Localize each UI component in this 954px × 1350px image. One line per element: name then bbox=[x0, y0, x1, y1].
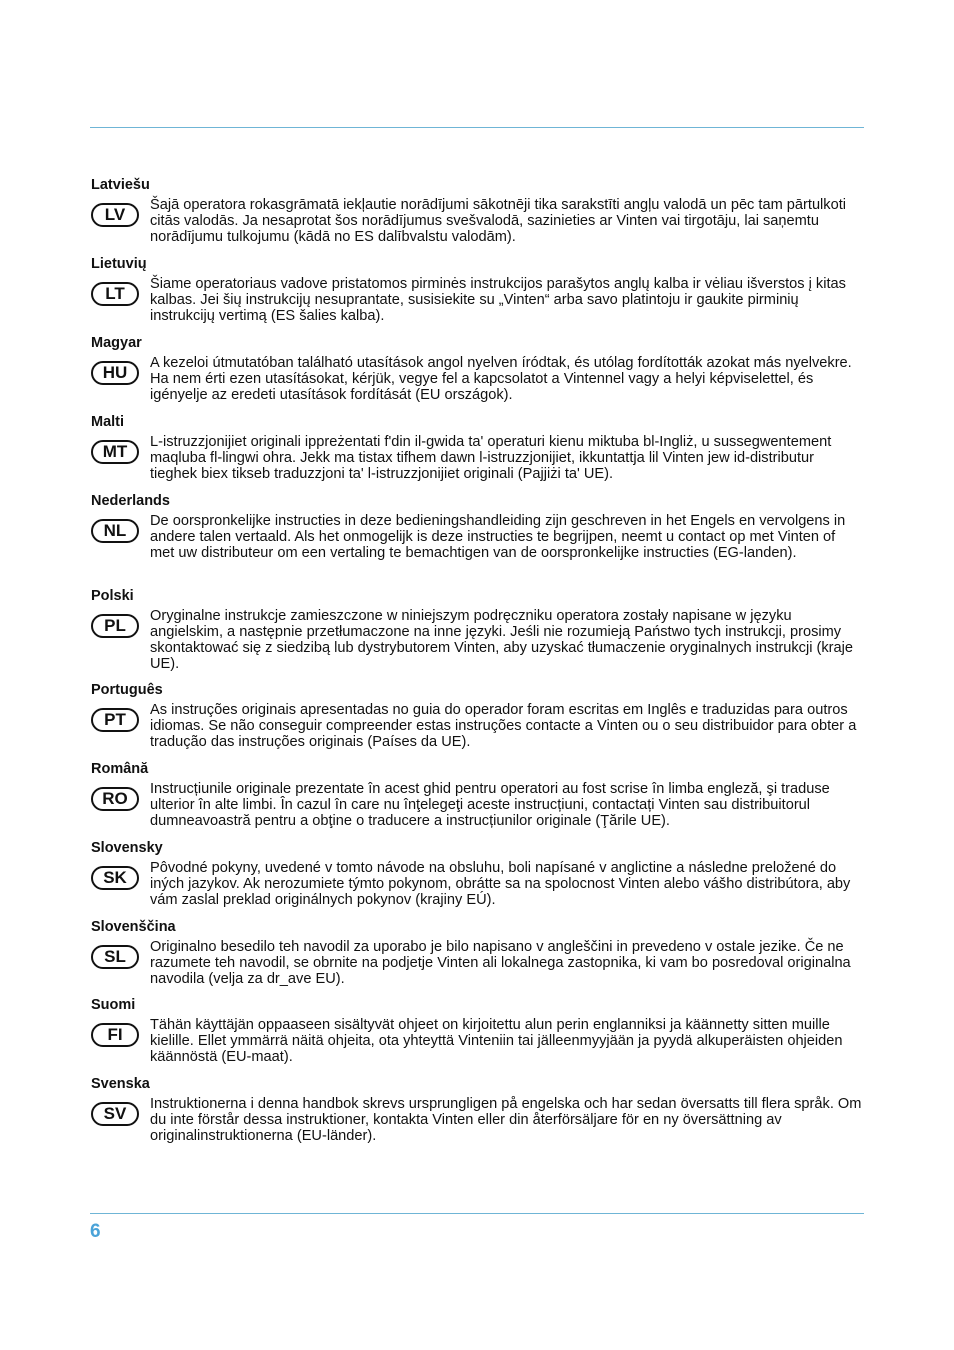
language-code-badge: MT bbox=[91, 440, 139, 464]
section-heading: Română bbox=[91, 761, 149, 777]
language-code-badge: LT bbox=[91, 282, 139, 306]
section-sv bbox=[91, 1076, 863, 1155]
bottom-divider bbox=[90, 1213, 864, 1214]
section-heading: Lietuvių bbox=[91, 256, 147, 272]
section-text: Instruktionerna i denna handbok skrevs ursprungligen på engelska och har sedan översatts till flera språk. Om du inte förstår dessa instruktioner, kontakta Vinten eller din återförsäljare för en ny översättning av originalinstruktionerna (EU-länder). bbox=[150, 1096, 862, 1144]
section-mt bbox=[91, 414, 863, 493]
top-divider bbox=[90, 127, 864, 128]
section-text: A kezeloi útmutatóban található utasítások angol nyelven íródtak, és utólag fordították azokat más nyelvekre. Ha nem érti ezen utasításokat, kérjük, vegye fel a kapcsolatot a Vintennel vagy a helyi képviselettel, és igényelje az eredeti utasítások fordítását (EU országok). bbox=[150, 355, 852, 403]
section-nl bbox=[91, 493, 863, 588]
language-code-badge: RO bbox=[91, 787, 139, 811]
section-text: Instrucțiunile originale prezentate în acest ghid pentru operatori au fost scrise în limba engleză, şi traduse ulterior în alte limbi. În cazul în care nu înţelegeţi aceste instrucțiuni, contactați Vinten sau distribuitorul dumneavoastră pentru a obţine o traducere a instrucțiunilor originale (Ţările UE). bbox=[150, 781, 830, 829]
language-code-badge: SV bbox=[91, 1102, 139, 1126]
language-code-badge: FI bbox=[91, 1023, 139, 1047]
section-text: De oorspronkelijke instructies in deze bedieningshandleiding zijn geschreven in het Engels en vervolgens in andere talen vertaald. Als het onmogelijk is deze instructies te begrijpen, neemt u contact op met Vinten of met uw distributeur om een vertaling te bemachtigen van de oorspronkelijke instructies (EG-landen). bbox=[150, 513, 846, 561]
section-heading: Suomi bbox=[91, 997, 136, 1013]
section-heading: Latviešu bbox=[91, 177, 150, 193]
section-text: Oryginalne instrukcje zamieszczone w niniejszym podręczniku operatora zostały napisane w języku angielskim, a następnie przetłumaczone na inne języki. Jeśli nie rozumieją Państwo tych instrukcji, prosimy skontaktować się z siedzibą lub dystrybutorem Vinten, aby uzyskać tłumaczenie oryginalnych instrukcji (kraje UE). bbox=[150, 608, 853, 672]
language-code-badge: SL bbox=[91, 945, 139, 969]
section-heading: Malti bbox=[91, 414, 125, 430]
section-text: Tähän käyttäjän oppaaseen sisältyvät ohjeet on kirjoitettu alun perin englanniksi ja käännetty sitten muille kielille. Ellet ymmärrä näitä ohjeita, ota yhteyttä Vinteniin tai jälleenmyyjään ja pyydä alkuperäisten ohjeiden käännöstä (EU-maat). bbox=[150, 1017, 843, 1065]
section-heading: Português bbox=[91, 682, 163, 698]
page-number: 6 bbox=[90, 1221, 101, 1242]
section-hu bbox=[91, 335, 863, 414]
language-code-badge: PT bbox=[91, 708, 139, 732]
section-heading: Polski bbox=[91, 588, 134, 604]
section-text: As instruções originais apresentadas no guia do operador foram escritas em Inglês e traduzidas para outros idiomas. Se não conseguir compreender estas instruções contacte a Vinten ou o seu distribuidor para obter a tradução das instruções originais (Países da UE). bbox=[150, 702, 857, 750]
section-sk bbox=[91, 840, 863, 919]
language-code-badge: LV bbox=[91, 203, 139, 227]
language-code-badge: NL bbox=[91, 519, 139, 543]
section-fi bbox=[91, 997, 863, 1076]
section-text: Šiame operatoriaus vadove pristatomos pirminės instrukcijos parašytos anglų kalba ir vėliau išverstos į kitas kalbas. Jei šių instrukcijų nesuprantate, susisiekite su „Vinten“ arba savo platintoju ir gaukite pirminių instrukcijų vertimą (ES šalies kalba). bbox=[150, 276, 846, 324]
section-text: L-istruzzjonijiet originali ippreżentati f'din il-gwida ta' operaturi kienu miktuba bl-Ingliż, u sussegwentement maqluba fl-lingwi ohra. Jekk ma tistax tifhem dawn l-istruzzjonijiet, ikkuntattja lil Vinten jew id-distributur tieghek biex tikseb traduzzjoni ta' l-istruzzjonijiet originali (Pajjiżi ta' UE). bbox=[150, 434, 832, 482]
section-lv bbox=[91, 177, 863, 256]
language-code-badge: PL bbox=[91, 614, 139, 638]
section-pt bbox=[91, 682, 863, 761]
section-lt bbox=[91, 256, 863, 335]
section-heading: Slovenščina bbox=[91, 919, 176, 935]
language-code-badge: SK bbox=[91, 866, 139, 890]
section-text: Pôvodné pokyny, uvedené v tomto návode na obsluhu, boli napísané v anglictine a následne preložené do iných jazykov. Ak nerozumiete týmto pokynom, obrátte sa na spolocnost Vinten alebo vášho distribútora, aby vám zaslal preklad originálnych pokynov (krajiny EÚ). bbox=[150, 860, 851, 908]
section-sl bbox=[91, 919, 863, 997]
section-text: Originalno besedilo teh navodil za uporabo je bilo napisano v angleščini in prevedeno v ostale jezike. Če ne razumete teh navodil, se obrnite na podjetje Vinten ali lokalnega zastopnika, ki vam bo posredoval originalna navodila (velja za dr_ave EU). bbox=[150, 939, 851, 987]
section-heading: Slovensky bbox=[91, 840, 163, 856]
section-text: Šajā operatora rokasgrāmatā iekļautie norādījumi sākotnēji tika sarakstīti angļu valodā un pēc tam pārtulkoti citās valodās. Ja nesaprotat šos norādījumus svešvalodā, sazinieties ar Vinten vai tirgotāju, lai saņemtu norādījumu tulkojumu (kādā no ES dalībvalstu valodām). bbox=[150, 197, 847, 245]
section-ro bbox=[91, 761, 863, 840]
section-heading: Svenska bbox=[91, 1076, 150, 1092]
language-code-badge: HU bbox=[91, 361, 139, 385]
section-heading: Nederlands bbox=[91, 493, 170, 509]
language-sections bbox=[91, 177, 863, 1155]
section-heading: Magyar bbox=[91, 335, 142, 351]
section-pl bbox=[91, 588, 863, 682]
